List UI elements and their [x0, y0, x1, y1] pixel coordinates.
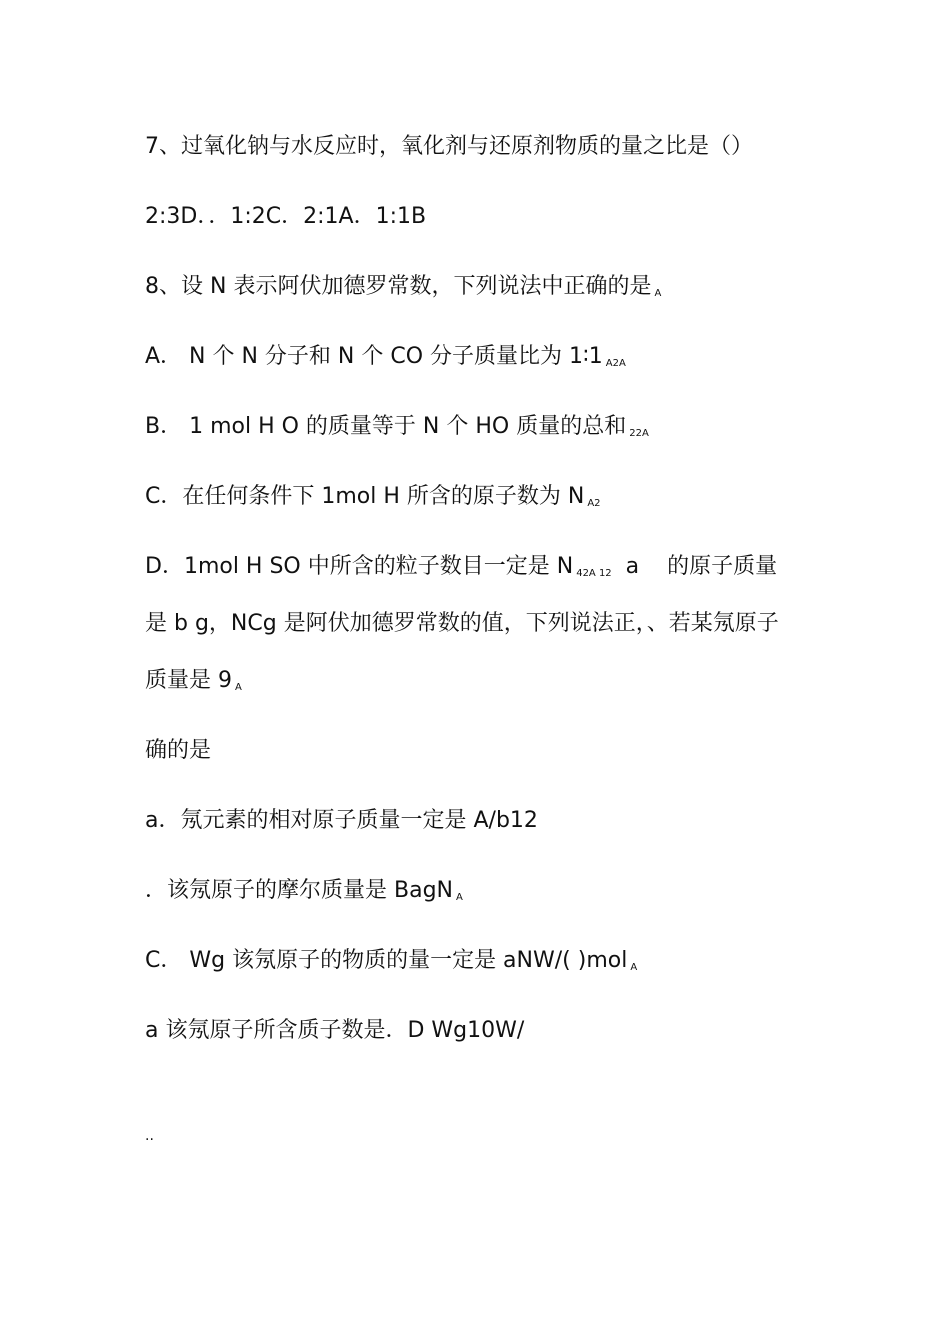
subscript-text: A2 — [587, 498, 601, 509]
line-text: 2:3D．．1:2C．2:1A．1:1B — [145, 204, 427, 229]
line-text: 8、设 N 表示阿伏加德罗常数，下列说法中正确的是 — [145, 274, 652, 299]
line-text: A． N 个 N 分子和 N 个 CO 分子质量比为 1∶1 — [145, 344, 603, 369]
option-d — [145, 552, 777, 589]
line-text: D．1mol H SO 中所含的粒子数目一定是 N — [145, 554, 574, 579]
footer-dots: .. — [145, 1128, 154, 1144]
line-text: a．氖元素的相对原子质量一定是 A/b12 — [145, 808, 538, 833]
option-c — [145, 482, 601, 519]
subscript-text: A — [654, 288, 662, 299]
line-text: 7、过氧化钠与水反应时，氧化剂与还原剂物质的量之比是（） — [145, 134, 753, 159]
question-9-stem-cont — [145, 666, 242, 703]
subscript-text: 22A — [629, 428, 649, 439]
option-9c — [145, 946, 637, 983]
subscript-text: A — [456, 892, 463, 903]
option-9d — [145, 1016, 524, 1046]
option-b — [145, 412, 649, 449]
subscript-text: A — [630, 962, 638, 973]
subscript-text: A2A — [605, 358, 626, 369]
line-text: 质量是 9 — [145, 668, 232, 693]
option-a — [145, 342, 626, 379]
question-7-options — [145, 202, 426, 232]
line-tail-text: a 的原子质量 — [611, 554, 778, 579]
line-text: C．在任何条件下 1mol H 所含的原子数为 N — [145, 484, 585, 509]
line-text: 是 b g，NCg 是阿伏加德罗常数的值，下列说法正，、若某氖原子 — [145, 611, 779, 636]
line-text: B． 1 mol H O 的质量等于 N 个 HO 质量的总和 — [145, 414, 627, 439]
option-9b — [145, 876, 463, 913]
question-9-stem-end — [145, 736, 211, 766]
option-9a — [145, 806, 538, 836]
line-text: ．该氖原子的摩尔质量是 BagN — [145, 878, 453, 903]
subscript-text: 42A 12 — [576, 568, 612, 579]
line-text: a 该氖原子所含质子数是．D Wg10W/ — [145, 1018, 525, 1043]
question-7 — [145, 132, 753, 162]
subscript-text: A — [235, 682, 242, 693]
question-8 — [145, 272, 661, 309]
line-text: C． Wg 该氖原子的物质的量一定是 aNW/( )mol — [145, 948, 628, 973]
question-9-stem — [145, 609, 779, 639]
line-text: 确的是 — [145, 738, 212, 763]
